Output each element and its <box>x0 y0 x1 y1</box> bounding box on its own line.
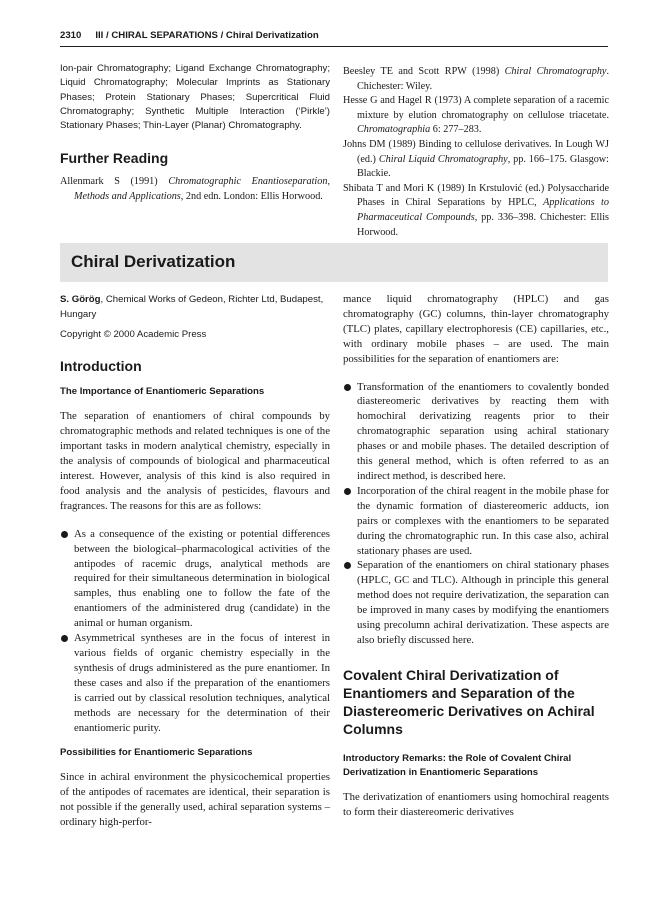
copyright-line: Copyright © 2000 Academic Press <box>60 329 207 341</box>
reference-item: Beesley TE and Scott RPW (1998) Chiral Chromatography. Chichester: Wiley. <box>343 66 609 92</box>
article-title-band <box>60 243 608 282</box>
author-line <box>60 292 330 322</box>
list-item: Asymmetrical syntheses are in the focus of interest in various fields of organic chemistry especially in the synthesis of drugs administered as the pure enantiomer. In these cases and also if the preparation of the enantiomers is carried out by classical resolution techniques, analytical methods are necessary for the determination of their enantiomeric purity. <box>60 631 330 735</box>
bullet-icon <box>61 635 68 642</box>
bullet-icon <box>344 488 351 495</box>
author-affiliation: , Chemical Works of Gedeon, Richter Ltd, Budapest, Hungary <box>60 294 324 321</box>
covalent-derivatization-heading: Covalent Chiral Derivatization of Enantiomers and Separation of the Diastereomeric Derivatives on Achiral Columns <box>343 666 595 737</box>
running-head <box>60 30 608 41</box>
introductory-remarks-subheading: Introductory Remarks: the Role of Covalent Chiral Derivatization in Enantiomeric Separations <box>343 752 572 779</box>
reference-item: Johns DM (1989) Binding to cellulose derivatives. In Lough WJ (ed.) Chiral Liquid Chromatography, pp. 166–175. Glasgow: Blackie. <box>343 138 609 180</box>
possibilities-paragraph: Since in achiral environment the physicochemical properties of the antipodes of racemates are identical, their separation is not possible if the generally used, achiral separation systems – ordinary high-perfor- <box>60 771 330 829</box>
running-head-title: III / CHIRAL SEPARATIONS / Chiral Derivatization <box>95 30 319 41</box>
author-name: S. Görög <box>60 294 101 305</box>
see-also-keywords: Ion-pair Chromatography; Ligand Exchange Chromatography; Liquid Chromatography; Molecular Imprints as Stationary Phases; Protein Stationary Phases; Supercritical Fluid Chromatography; Synthetic Multiple Interaction (‘Pirkle’) Stationary Phases; Thin-Layer (Planar) Chromatography. <box>60 63 330 132</box>
reasons-list <box>60 527 330 736</box>
top-right-column <box>343 65 609 240</box>
importance-paragraph: The separation of enantiomers of chiral compounds by chromatographic methods and related techniques is one of the important tasks in modern analytical chemistry, especially in the analysis of compounds of biological and pharmaceutical interest. However, analysis of this kind is also required in food analysis and the analysis of pesticides, flavours and fragrances. The reasons for this are as follows: <box>60 410 330 512</box>
importance-subheading: The Importance of Enantiomeric Separations <box>60 386 265 398</box>
bullet-icon <box>344 562 351 569</box>
reference-item: Shibata T and Mori K (1989) In Krstulović (ed.) Polysaccharide Phases in Chiral Separations by HPLC, Applications to Pharmaceutical Compounds, pp. 336–398. Chichester: Ellis Horwood. <box>343 182 609 238</box>
introductory-remarks-paragraph: The derivatization of enantiomers using homochiral reagents to form their diastereomeric derivatives <box>343 790 609 818</box>
article-title: Chiral Derivatization <box>71 252 236 271</box>
top-left-column <box>60 62 330 205</box>
introduction-heading: Introduction <box>60 358 142 375</box>
list-item: As a consequence of the existing or potential differences between the biological–pharmacological activities of the antipodes of racemic drugs, analytical methods are required for their simultaneous determination in biological samples, thus enabling one to follow the fate of the enantiomers of the administered drug (candidate) in the animal or human organism. <box>60 527 330 631</box>
possibilities-subheading: Possibilities for Enantiomeric Separations <box>60 747 253 759</box>
main-right-column <box>343 292 609 820</box>
list-item: Separation of the enantiomers on chiral stationary phases (HPLC, GC and TLC). Although in principle this general method does not require derivatization, the separation can be improved in many cases by modifying the enantiomers using precolumn achiral derivatization. These aspects are also briefly discussed here. <box>343 558 609 647</box>
bullet-icon <box>61 531 68 538</box>
header-rule <box>60 46 608 47</box>
possibilities-list <box>343 380 609 648</box>
list-item: Incorporation of the chiral reagent in the mobile phase for the dynamic formation of diastereomeric adducts, ion pairs or complexes with the enantiomers to be separated during the chromatographic run. In this case also, achiral stationary phases are used. <box>343 484 609 559</box>
further-reading-heading: Further Reading <box>60 150 169 167</box>
page-number: 2310 <box>60 30 82 41</box>
bullet-icon <box>344 384 351 391</box>
reference-item: Allenmark S (1991) Chromatographic Enantioseparation, Methods and Applications, 2nd edn. London: Ellis Horwood. <box>60 176 330 203</box>
continuation-paragraph: mance liquid chromatography (HPLC) and gas chromatography (GC) columns, thin-layer chromatography (TLC) plates, capillary electrophoresis (CE) capillaries, etc., with ordinary mobile phases – are used. The main possibilities for the separation of enantiomers are: <box>343 293 609 365</box>
list-item: Transformation of the enantiomers to covalently bonded diastereomeric derivatives by reacting them with homochiral derivatizing reagents prior to their chromatographic separation using achiral stationary phases or and mobile phases. The detailed description of this general method, which is often referred to as an indirect method, is described here. <box>343 380 609 484</box>
reference-item: Hesse G and Hagel R (1973) A complete separation of a racemic mixture by elution chromatography on cellulose triacetate. Chromatographia 6: 277–283. <box>343 95 609 136</box>
main-left-column <box>60 292 330 830</box>
